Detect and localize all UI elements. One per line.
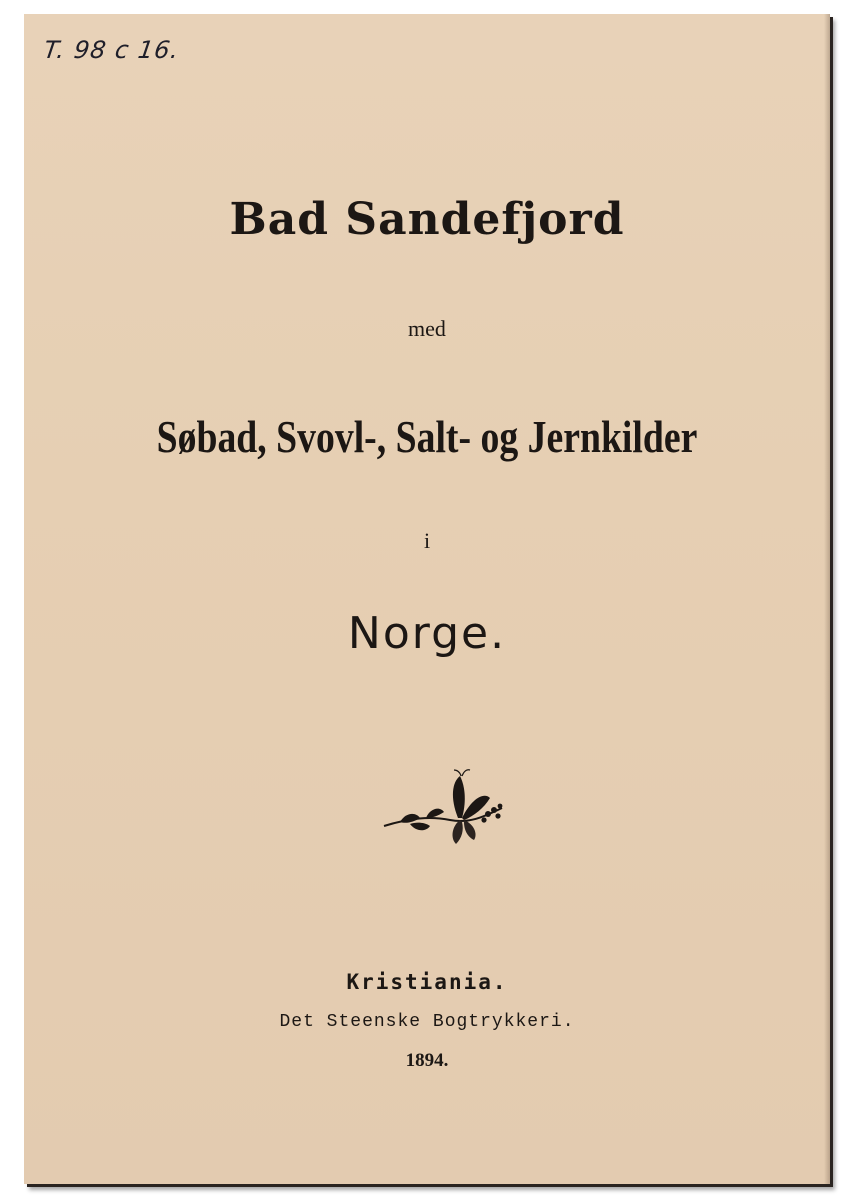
connector-i: i bbox=[423, 528, 431, 553]
butterfly-flower-ornament-icon bbox=[380, 768, 506, 848]
handwritten-shelfmark: T. 98 c 16. bbox=[42, 36, 182, 64]
subtitle: Søbad, Svovl-, Salt- og Jernkilder bbox=[156, 411, 698, 462]
imprint-printer: Det Steenske Bogtrykkeri. bbox=[279, 1012, 575, 1032]
imprint-place: Kristiania. bbox=[346, 970, 508, 994]
book-cover bbox=[24, 14, 830, 1184]
connector-med: med bbox=[408, 316, 446, 341]
imprint-year: 1894. bbox=[405, 1050, 449, 1071]
title: Bad Sandefjord bbox=[229, 194, 625, 245]
country: Norge. bbox=[347, 608, 507, 659]
